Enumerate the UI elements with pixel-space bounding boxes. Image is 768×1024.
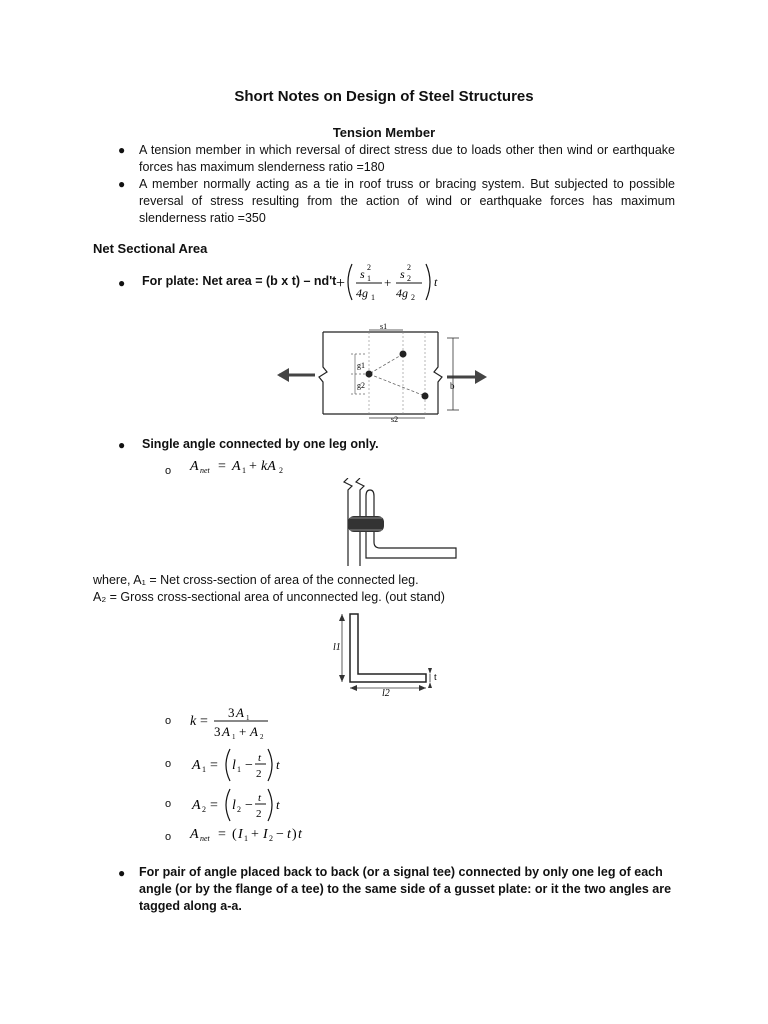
svg-text:=: = xyxy=(210,758,218,773)
svg-text:t: t xyxy=(298,827,302,842)
svg-text:A: A xyxy=(250,724,258,739)
svg-text:t: t xyxy=(258,792,262,804)
anet-formula xyxy=(188,452,318,478)
svg-text:k: k xyxy=(190,714,197,729)
dim-s2-label: s2 xyxy=(391,415,399,422)
svg-text:2: 2 xyxy=(279,466,283,475)
dim-l2-label: l2 xyxy=(382,688,390,697)
where-a1-text: where, A₁ = Net cross-section of area of the connected leg. xyxy=(93,573,419,587)
svg-text:2: 2 xyxy=(411,293,415,302)
sub-bullet-marker: o xyxy=(165,831,172,843)
svg-text:net: net xyxy=(200,834,210,843)
anet-sum-formula xyxy=(188,820,348,846)
svg-text:1: 1 xyxy=(202,765,206,774)
svg-text:s: s xyxy=(360,267,365,281)
svg-text:A: A xyxy=(222,724,230,739)
svg-text:s: s xyxy=(400,267,405,281)
bullet-marker: ● xyxy=(118,177,126,191)
svg-text:t: t xyxy=(434,275,438,289)
svg-text:1: 1 xyxy=(246,714,250,722)
svg-text:+: + xyxy=(336,275,346,292)
svg-text:(: ( xyxy=(232,827,237,842)
where-a2-text: A₂ = Gross cross-sectional area of unconnected leg. (out stand) xyxy=(93,590,445,604)
svg-text:net: net xyxy=(200,466,210,475)
svg-text:=: = xyxy=(218,827,226,842)
svg-text:1: 1 xyxy=(244,834,248,843)
sub-bullet-marker: o xyxy=(165,465,172,477)
svg-text:2: 2 xyxy=(237,805,241,814)
svg-text:3: 3 xyxy=(228,705,235,720)
svg-text:A: A xyxy=(236,705,244,720)
svg-text:=: = xyxy=(200,714,208,729)
plate-net-area-label: For plate: Net area = (b x t) – nd't xyxy=(142,274,337,288)
angle-gusset-connection-figure xyxy=(330,478,460,568)
svg-text:kA: kA xyxy=(261,459,276,474)
bullet-marker: ● xyxy=(118,143,126,157)
plate-staggered-holes-figure xyxy=(275,322,490,422)
svg-text:I: I xyxy=(263,827,268,842)
svg-text:1: 1 xyxy=(237,765,241,774)
svg-text:1: 1 xyxy=(371,293,375,302)
tension-bullet-2: A member normally acting as a tie in roof truss or bracing system. But subjected to possible reversal of stress resulting from the action of wind or earthquake forces has maximum slenderness ratio =350 xyxy=(139,177,675,225)
dim-l1-label: l1 xyxy=(333,642,341,653)
svg-text:A: A xyxy=(192,758,201,773)
pair-angle-text: For pair of angle placed back to back (or a signal tee) connected by only one leg of each angle (or by the flange of a tee) to the same side of a gusset plate: or it the two angles are tagged along a-a. xyxy=(139,865,672,913)
svg-text:+: + xyxy=(249,459,257,474)
svg-text:1: 1 xyxy=(367,274,371,283)
svg-text:+: + xyxy=(239,724,247,739)
dim-s1-label: s1 xyxy=(380,322,388,331)
dim-b-label: b xyxy=(450,381,455,391)
sub-bullet-marker: o xyxy=(165,798,172,810)
svg-text:2: 2 xyxy=(260,733,264,741)
svg-text:2: 2 xyxy=(202,805,206,814)
svg-text:t: t xyxy=(276,757,280,772)
svg-text:t: t xyxy=(276,797,280,812)
svg-text:A: A xyxy=(190,459,199,474)
single-angle-label: Single angle connected by one leg only. xyxy=(142,437,379,451)
svg-text:−: − xyxy=(276,827,284,842)
svg-text:l: l xyxy=(232,798,236,813)
dim-t-label: t xyxy=(434,672,437,683)
k-formula xyxy=(188,700,288,742)
svg-text:2: 2 xyxy=(367,263,371,272)
svg-text:=: = xyxy=(210,798,218,813)
bullet-marker: ● xyxy=(118,438,126,452)
bullet-marker: ● xyxy=(118,866,126,880)
svg-text:−: − xyxy=(245,758,253,773)
svg-text:+: + xyxy=(384,275,392,290)
svg-text:2: 2 xyxy=(407,274,411,283)
svg-text:4g: 4g xyxy=(396,286,408,300)
svg-text:−: − xyxy=(245,798,253,813)
svg-text:A: A xyxy=(190,827,199,842)
svg-text:t: t xyxy=(258,752,262,764)
section-subtitle: Tension Member xyxy=(332,125,436,140)
svg-text:2: 2 xyxy=(407,263,411,272)
svg-text:A: A xyxy=(192,798,201,813)
svg-text:t: t xyxy=(287,827,291,842)
svg-text:+: + xyxy=(251,827,259,842)
section-heading: Net Sectional Area xyxy=(93,241,208,256)
svg-text:3: 3 xyxy=(214,724,221,739)
svg-text:2: 2 xyxy=(256,768,262,780)
sub-bullet-marker: o xyxy=(165,715,172,727)
tension-bullet-1: A tension member in which reversal of direct stress due to loads other then wind or earthquake forces has maximum slenderness ratio =180 xyxy=(139,143,675,174)
sub-bullet-marker: o xyxy=(165,758,172,770)
dim-g2-label: g2 xyxy=(357,381,365,390)
svg-text:A: A xyxy=(232,459,241,474)
a1-formula xyxy=(190,745,290,787)
svg-text:l: l xyxy=(232,758,236,773)
plate-formula xyxy=(334,258,444,306)
bullet-marker: ● xyxy=(118,276,126,290)
svg-text:2: 2 xyxy=(256,808,262,820)
angle-section-figure xyxy=(330,612,445,697)
svg-text:1: 1 xyxy=(232,733,236,741)
page-title: Short Notes on Design of Steel Structures xyxy=(234,88,534,105)
svg-text:4g: 4g xyxy=(356,286,368,300)
svg-text:=: = xyxy=(218,459,226,474)
dim-g1-label: g1 xyxy=(357,361,365,370)
svg-text:1: 1 xyxy=(242,466,246,475)
svg-text:I: I xyxy=(238,827,243,842)
svg-text:2: 2 xyxy=(269,834,273,843)
svg-text:): ) xyxy=(292,827,297,842)
